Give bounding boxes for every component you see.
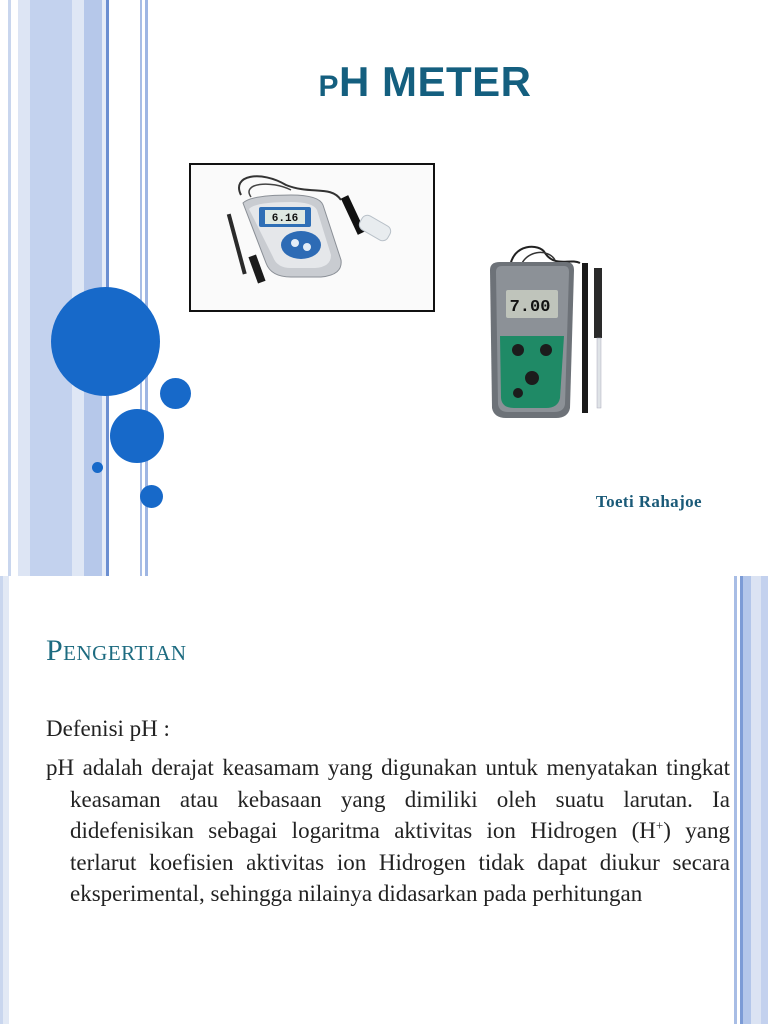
decorative-circle (110, 409, 164, 463)
definition-slide (0, 576, 768, 1024)
title-prefix: P (318, 70, 339, 103)
ph-meter-illustration-2 (470, 238, 670, 423)
definition-text-part-2: ) yang terlarut koefisien aktivitas ion Hidrogen tidak dapat diukur secara eksperimental, sehingga nilainya didasarkan pada perhitungan (70, 818, 730, 906)
stripe-decoration (734, 576, 737, 1024)
decorative-circle (51, 287, 160, 396)
stripe-decoration (743, 576, 751, 1024)
definition-label: Defenisi pH : (46, 716, 170, 741)
section-heading: Pengertian (46, 634, 187, 667)
meter2-display: 7.00 (509, 298, 551, 317)
stripe-decoration (3, 576, 9, 1024)
meter1-display: 6.16 (271, 213, 299, 225)
definition-paragraph (46, 752, 730, 910)
author-name: Toeti Rahajoe (595, 492, 702, 511)
ph-meter-photo-1 (189, 163, 435, 312)
stripe-decoration (751, 576, 761, 1024)
title-main: H METER (339, 58, 532, 105)
page-title (0, 58, 768, 106)
decorative-circle (92, 462, 103, 473)
decorative-circle (140, 485, 163, 508)
ph-meter-photo-2 (470, 238, 670, 423)
definition-text-part-1: pH adalah derajat keasamam yang digunakan untuk menyatakan tingkat keasaman atau kebasaan yang dimiliki oleh suatu larutan. Ia didefenisikan sebagai logaritma aktivitas ion Hidrogen (H (46, 755, 730, 843)
ph-meter-illustration-1 (191, 165, 433, 310)
superscript-plus: + (655, 817, 664, 833)
stripe-decoration (761, 576, 768, 1024)
decorative-circle (160, 378, 191, 409)
